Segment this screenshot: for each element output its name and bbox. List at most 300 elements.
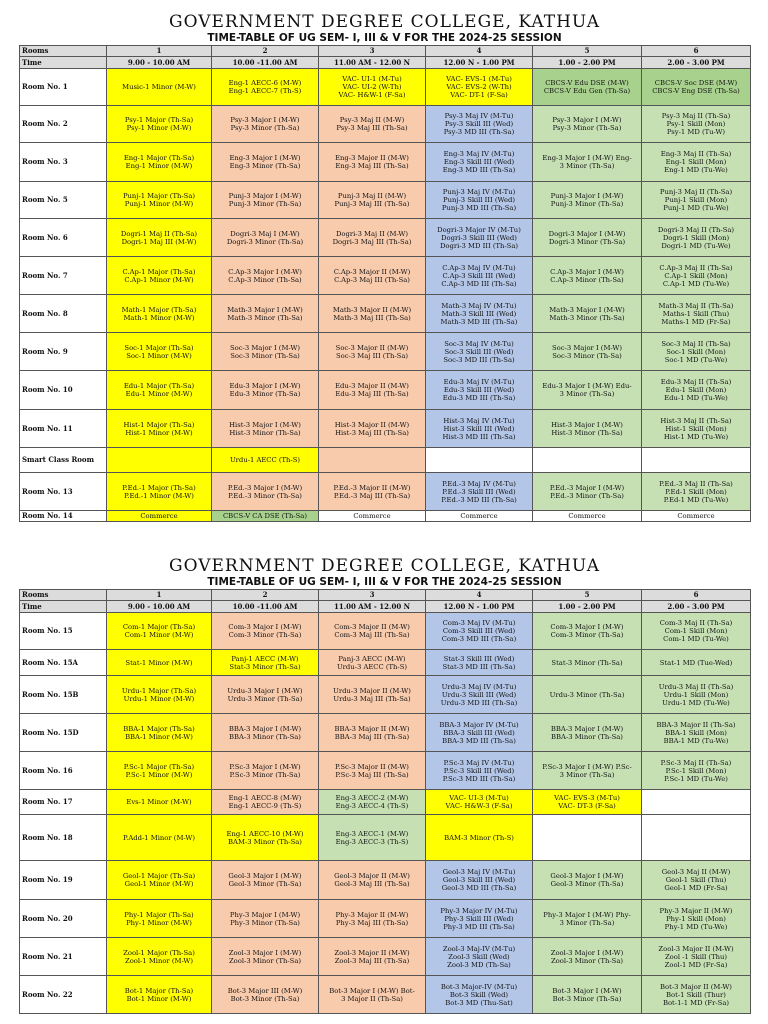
class-entry: 3 Minor (Th-Sa) [559, 918, 615, 927]
room-label: Room No. 15D [20, 714, 107, 752]
class-entry: C.Ap-3 Major I (M-W) [228, 267, 302, 276]
class-entry: Psy-3 Minor (Th-Sa) [230, 124, 300, 132]
table-row [20, 938, 751, 976]
header-row-time [20, 57, 751, 69]
class-cell [107, 333, 212, 371]
class-cell [107, 714, 212, 752]
class-entry: Punj-1 Skill (Mon) [664, 196, 728, 204]
class-entry: P.Sc-3 Major I (M-W) P.Sc- [542, 762, 632, 771]
room-label: Room No. 15A [20, 650, 107, 676]
table-row [20, 613, 751, 650]
class-entry: Phy-3 MD III (Th-Sa) [443, 922, 515, 931]
class-cell [319, 333, 426, 371]
class-entry: Bot-1 Minor (M-W) [126, 994, 192, 1003]
column-number: 5 [533, 46, 642, 57]
class-cell [642, 257, 751, 295]
class-entry: Bot-1 Major (Th-Sa) [124, 986, 194, 995]
class-cell [426, 861, 533, 900]
class-entry: CBCS-V Soc DSE (M-W) [654, 79, 738, 87]
class-cell [426, 815, 533, 861]
class-cell [642, 106, 751, 143]
class-entry: Bot-3 Minor (Th-Sa) [552, 994, 622, 1003]
class-cell [107, 900, 212, 938]
class-cell [642, 752, 751, 790]
class-entry: Com-1 MD (Tu-We) [663, 635, 729, 643]
header-row-time [20, 601, 751, 613]
class-entry: Soc-1 Major (Th-Sa) [124, 343, 194, 352]
class-entry: Eng-1 Minor (M-W) [125, 162, 193, 170]
class-entry: P.Ed.-3 Maj II (Th-Sa) [659, 479, 733, 488]
class-entry: Edu-1 MD (Tu-We) [664, 394, 728, 402]
class-cell [426, 143, 533, 182]
class-entry: Urdu-3 Minor (Th-Sa) [227, 694, 303, 703]
class-entry: Com-3 Major I (M-W) [550, 623, 624, 631]
class-entry: Hist-3 Skill III (Wed) [443, 424, 515, 433]
class-entry: Dogri-1 Skill (Mon) [662, 233, 730, 242]
time-slot: 11.00 AM - 12.00 N [319, 57, 426, 69]
class-cell [642, 182, 751, 219]
class-entry: P.Ed.-3 Maj III (Th-Sa) [333, 491, 411, 500]
class-entry: Hist-3 Major I (M-W) [551, 420, 623, 429]
class-entry: Psy-3 Maj IV (M-Tu) [444, 112, 514, 120]
class-entry: BBA-3 Major IV (M-Tu) [439, 720, 519, 729]
class-entry: P.Ed.-3 Minor (Th-Sa) [228, 491, 302, 500]
class-cell [642, 410, 751, 448]
class-entry: Punj-1 MD (Tu-We) [663, 204, 729, 212]
class-entry: Psy-3 Major I (M-W) [552, 116, 622, 124]
class-entry: Geol-3 Major II (M-W) [334, 872, 410, 880]
timetable-table [19, 589, 751, 1014]
class-entry: Edu-3 Maj II (Th-Sa) [660, 378, 732, 386]
class-entry: Soc-3 Skill III (Wed) [444, 347, 514, 356]
class-entry: Maths-1 Skill (Thu) [662, 309, 730, 318]
class-entry: Punj-3 Skill III (Wed) [443, 196, 515, 204]
time-slot: 11.00 AM - 12.00 N [319, 601, 426, 613]
time-label: Time [20, 57, 107, 69]
class-cell [533, 511, 642, 522]
class-entry: Stat-1 Minor (M-W) [125, 658, 193, 667]
class-entry: 3 Major II (Th-Sa) [341, 994, 403, 1003]
class-entry: Soc-3 Major I (M-W) [230, 343, 300, 352]
room-label: Room No. 15 [20, 613, 107, 650]
class-entry: Urdu-1 Skill (Mon) [663, 690, 729, 699]
class-entry: Soc-1 Skill (Mon) [666, 347, 726, 356]
time-slot: 12.00 N - 1.00 PM [426, 601, 533, 613]
table-row [20, 448, 751, 473]
class-cell [212, 69, 319, 106]
room-label: Room No. 20 [20, 900, 107, 938]
class-entry: Dogri-3 Maj III (Th-Sa) [332, 237, 412, 246]
class-entry: BBA-3 Skill III (Wed) [443, 728, 515, 737]
class-cell [642, 69, 751, 106]
class-cell [426, 976, 533, 1014]
class-entry: 3 Minor (Th-Sa) [559, 162, 615, 170]
class-entry: Dogri-3 Maj II (Th-Sa) [657, 225, 735, 234]
class-entry: Eng-3 Maj IV (M-Tu) [443, 150, 515, 158]
table-row [20, 371, 751, 410]
class-cell [533, 714, 642, 752]
class-entry: Hist-3 Major I (M-W) [229, 420, 301, 429]
class-entry: Punj-3 Minor (Th-Sa) [228, 200, 302, 208]
class-entry: C.Ap-3 Major I (M-W) [550, 267, 624, 276]
class-entry: C.Ap-1 Major (Th-Sa) [122, 267, 196, 276]
class-entry: Punj-3 Maj II (M-W) [337, 192, 407, 200]
class-entry: Geol-3 Major I (M-W) [228, 872, 302, 880]
time-slot: 1.00 - 2.00 PM [533, 57, 642, 69]
class-entry: Bot-3 Major I (M-W) [552, 986, 622, 995]
class-entry: P.Sc-3 Major II (M-W) [335, 762, 409, 771]
table-row [20, 650, 751, 676]
class-cell [212, 714, 319, 752]
class-entry: Stat-3 Skill III (Wed) [443, 654, 515, 663]
class-cell [319, 295, 426, 333]
class-entry: Eng-3 Maj II (Th-Sa) [660, 150, 732, 158]
class-cell [533, 106, 642, 143]
class-entry: Stat-3 Minor (Th-Sa) [551, 658, 623, 667]
class-entry: P.Sc-3 MD III (Th-Sa) [442, 774, 516, 783]
class-entry: Punj-3 MD III (Th-Sa) [441, 204, 517, 212]
class-entry: BAM-3 Minor (Th-Sa) [228, 837, 302, 846]
class-entry: Psy-3 Maj II (M-W) [339, 116, 405, 124]
class-entry: Soc-3 Maj IV (M-Tu) [444, 339, 514, 348]
class-cell [212, 815, 319, 861]
class-entry: CBCS-V Eng DSE (Th-Sa) [652, 87, 740, 95]
class-entry: P.Ed.-3 Skill III (Wed) [442, 487, 516, 496]
table-row [20, 511, 751, 522]
class-cell [533, 900, 642, 938]
class-entry: P.Ed.-3 Maj IV (M-Tu) [442, 479, 516, 488]
class-entry: Dogri-3 Skill III (Wed) [441, 233, 517, 242]
class-entry: Phy-3 Major IV (M-Tu) [440, 906, 518, 915]
class-entry: Urdu-3 Major II (M-W) [333, 686, 411, 695]
class-entry: Soc-3 Maj II (Th-Sa) [661, 339, 731, 348]
class-entry: C.Ap-1 MD (Tu-We) [662, 279, 730, 288]
class-entry: Geol-3 Maj III (Th-Sa) [334, 880, 410, 888]
class-cell [107, 861, 212, 900]
room-label: Smart Class Room [20, 448, 107, 473]
class-entry: Bot-3 MD (Thu-Sat) [445, 998, 513, 1007]
class-entry: Hist-3 Minor (Th-Sa) [229, 428, 301, 437]
room-label: Room No. 22 [20, 976, 107, 1014]
class-cell [107, 371, 212, 410]
class-entry: Psy-3 Maj II (Th-Sa) [661, 112, 731, 120]
class-entry: Zool-3 Major I (M-W) [228, 948, 302, 957]
class-cell [319, 219, 426, 257]
class-cell [426, 69, 533, 106]
class-entry: Music-1 Minor (M-W) [122, 83, 196, 91]
class-cell [212, 219, 319, 257]
class-entry: Dogri-3 MD III (Th-Sa) [439, 241, 519, 250]
class-entry: Urdu-3 Maj IV (M-Tu) [441, 682, 517, 691]
class-entry: Zool-3 Major II (M-W) [658, 944, 734, 953]
class-cell [212, 473, 319, 511]
time-slot: 12.00 N - 1.00 PM [426, 57, 533, 69]
class-entry: Urdu-3 Skill III (Wed) [441, 690, 517, 699]
class-entry: P.Ed.-3 Major II (M-W) [333, 483, 411, 492]
class-cell [212, 333, 319, 371]
class-cell [212, 371, 319, 410]
class-entry: C.Ap-3 Maj III (Th-Sa) [334, 275, 410, 284]
class-entry: Eng-3 Major I (M-W) Eng- [542, 154, 632, 162]
class-cell [642, 143, 751, 182]
class-entry: Geol-3 Minor (Th-Sa) [228, 880, 302, 888]
class-cell [533, 219, 642, 257]
column-number: 1 [107, 46, 212, 57]
class-entry: Edu-3 Major II (M-W) [335, 382, 409, 390]
class-entry: Edu-3 Minor (Th-Sa) [229, 390, 301, 398]
class-entry: Zool -1 Skill (Thu) [664, 952, 728, 961]
class-entry: Com-3 Skill III (Wed) [442, 627, 516, 635]
class-entry: Edu-3 Skill III (Wed) [443, 386, 515, 394]
class-entry: Eng-1 AECC-6 (M-W) [228, 79, 302, 87]
class-entry: Geol-3 Maj II (M-W) [661, 868, 731, 876]
class-cell [642, 295, 751, 333]
column-number: 5 [533, 590, 642, 601]
class-entry: Phy-3 Maj III (Th-Sa) [335, 918, 409, 927]
class-entry: P.Add-1 Minor (M-W) [123, 833, 195, 842]
class-cell [319, 815, 426, 861]
class-entry: Zool-3 Maj III (Th-Sa) [334, 956, 410, 965]
class-entry: Math-3 Major I (M-W) [549, 305, 625, 314]
class-entry: Bot-3 Major II (M-W) [660, 982, 732, 991]
class-entry: Zool-1 Minor (M-W) [124, 956, 194, 965]
table-row [20, 790, 751, 815]
class-cell [533, 182, 642, 219]
class-entry: Com-3 Minor (Th-Sa) [550, 631, 624, 639]
class-cell [426, 182, 533, 219]
class-entry: BBA-1 Major (Th-Sa) [123, 724, 195, 733]
class-cell [533, 815, 642, 861]
class-entry: Edu-3 Maj IV (M-Tu) [443, 378, 515, 386]
column-number: 3 [319, 590, 426, 601]
class-entry: Psy-3 Minor (Th-Sa) [552, 124, 622, 132]
class-entry: Stat-3 Minor (Th-Sa) [229, 662, 301, 671]
class-entry: BBA-3 Major I (M-W) [550, 724, 624, 733]
class-entry: Stat-3 MD III (Th-Sa) [442, 662, 516, 671]
class-cell [426, 511, 533, 522]
class-entry: Hist-3 Minor (Th-Sa) [551, 428, 623, 437]
column-number: 2 [212, 590, 319, 601]
class-entry: Soc-3 Major I (M-W) [552, 343, 622, 352]
class-entry: Phy-1 MD (Tu-We) [664, 922, 728, 931]
room-label: Room No. 7 [20, 257, 107, 295]
class-cell [107, 473, 212, 511]
class-entry: P.Sc-1 Skill (Mon) [665, 766, 727, 775]
class-entry: Zool-3 Skill (Wed) [448, 952, 510, 961]
class-entry: Math-3 MD III (Th-Sa) [440, 317, 518, 326]
class-entry: VAC- UI-2 (W-Th) [342, 83, 402, 91]
class-entry: Geol-1 Major (Th-Sa) [122, 872, 196, 880]
class-entry: Phy-1 Skill (Mon) [666, 914, 726, 923]
class-cell [319, 143, 426, 182]
column-number: 2 [212, 46, 319, 57]
class-entry: Psy-3 Maj III (Th-Sa) [336, 124, 408, 132]
class-cell [319, 106, 426, 143]
class-cell [107, 976, 212, 1014]
class-entry: C.Ap-3 Maj IV (M-Tu) [442, 263, 516, 272]
class-entry: P.Ed.-3 Major I (M-W) [549, 483, 625, 492]
timetable-subtitle: TIME-TABLE OF UG SEM- I, III & V FOR THE 2024-25 SESSION [207, 32, 562, 44]
class-entry: Com-3 Maj III (Th-Sa) [334, 631, 410, 639]
class-cell [212, 900, 319, 938]
time-slot: 2.00 - 3.00 PM [642, 57, 751, 69]
class-cell [212, 861, 319, 900]
class-entry: Edu-1 Major (Th-Sa) [123, 382, 195, 390]
class-entry: Eng-1 Skill (Mon) [665, 158, 727, 166]
class-entry: Phy-3 Major II (M-W) [335, 910, 409, 919]
class-cell [642, 333, 751, 371]
class-cell [212, 448, 319, 473]
time-slot: 9.00 - 10.00 AM [107, 601, 212, 613]
class-entry: 3 Minor (Th-Sa) [559, 770, 615, 779]
class-entry: P.Sc-3 Major I (M-W) [229, 762, 301, 771]
class-cell [319, 900, 426, 938]
class-cell [533, 448, 642, 473]
class-cell [319, 257, 426, 295]
class-entry: Zool-3 MD (Th-Sa) [447, 960, 511, 969]
column-number: 4 [426, 590, 533, 601]
class-entry: Bot-3 Major-IV (M-Tu) [440, 982, 518, 991]
class-cell [107, 676, 212, 714]
class-entry: Com-1 Major (Th-Sa) [122, 623, 196, 631]
class-entry: Psy-1 Major (Th-Sa) [124, 116, 194, 124]
class-entry: Zool-3 Minor (Th-Sa) [550, 956, 624, 965]
class-entry: Urdu-3 AECC (Th-S) [336, 662, 408, 671]
class-cell [426, 219, 533, 257]
class-cell [212, 676, 319, 714]
class-cell [533, 676, 642, 714]
class-cell [319, 650, 426, 676]
class-entry: BBA-3 Major I (M-W) [228, 724, 302, 733]
class-entry: Eng-3 Maj III (Th-Sa) [335, 162, 409, 170]
header-row-rooms [20, 590, 751, 601]
class-entry: P.Sc-1 MD (Tu-We) [664, 774, 728, 783]
class-entry: Commerce [677, 512, 715, 520]
class-entry: 3 Minor (Th-Sa) [559, 390, 615, 398]
room-label: Room No. 5 [20, 182, 107, 219]
class-entry: Urdu-1 Major (Th-Sa) [121, 686, 197, 695]
class-entry: Eng-3 AECC-4 (Th-S) [335, 802, 409, 810]
column-number: 6 [642, 46, 751, 57]
class-entry: C.Ap-1 Minor (M-W) [124, 275, 194, 284]
class-entry: Psy-3 MD III (Th-Sa) [443, 128, 515, 136]
column-number: 1 [107, 590, 212, 601]
class-entry: Geol-3 Major I (M-W) [550, 872, 624, 880]
class-cell [107, 448, 212, 473]
class-entry: Urdu-1 AECC (Th-S) [229, 456, 301, 464]
timetable-sheet-1 [19, 12, 750, 522]
class-entry: Commerce [353, 512, 391, 520]
class-entry: Maths-1 MD (Fr-Sa) [661, 317, 731, 326]
class-entry: Math-3 Maj III (Th-Sa) [333, 313, 411, 322]
time-slot: 2.00 - 3.00 PM [642, 601, 751, 613]
class-cell [212, 976, 319, 1014]
class-cell [533, 257, 642, 295]
class-entry: BBA-1 MD (Tu-We) [663, 736, 729, 745]
class-entry: BAM-3 Minor (Th-S) [444, 833, 514, 842]
class-cell [319, 613, 426, 650]
class-cell [426, 448, 533, 473]
room-label: Room No. 14 [20, 511, 107, 522]
class-cell [642, 613, 751, 650]
class-entry: Com-1 Minor (M-W) [124, 631, 194, 639]
class-entry: C.Ap-1 Skill (Mon) [664, 271, 728, 280]
class-entry: P.Sc-1 Minor (M-W) [125, 770, 193, 779]
class-entry: VAC- H&W-1 (F-Sa) [338, 91, 406, 99]
class-entry: Punj-3 Maj II (Th-Sa) [659, 188, 733, 196]
class-cell [319, 448, 426, 473]
class-cell [642, 900, 751, 938]
class-cell [212, 182, 319, 219]
class-entry: VAC- EVS-3 (M-Tu) [554, 794, 620, 802]
class-cell [533, 371, 642, 410]
room-label: Room No. 2 [20, 106, 107, 143]
room-label: Room No. 6 [20, 219, 107, 257]
college-title: GOVERNMENT DEGREE COLLEGE, KATHUA [169, 556, 600, 576]
class-entry: Soc-3 Major II (M-W) [335, 343, 409, 352]
class-entry: Bot-3 Skill (Wed) [449, 990, 509, 999]
class-cell [107, 511, 212, 522]
class-entry: Edu-1 Skill (Mon) [665, 386, 727, 394]
class-entry: VAC- DT-3 (F-Sa) [558, 802, 616, 810]
room-label: Room No. 10 [20, 371, 107, 410]
time-slot: 10.00 -11.00 AM [212, 57, 319, 69]
class-cell [319, 371, 426, 410]
class-entry: P.Ed.-3 Major I (M-W) [227, 483, 303, 492]
class-entry: Bot-1-1 MD (Fr-Sa) [662, 998, 730, 1007]
room-label: Room No. 8 [20, 295, 107, 333]
class-entry: Dogri-3 Major I (M-W) [548, 229, 626, 238]
class-entry: Hist-3 Major II (M-W) [334, 420, 410, 429]
class-entry: P.Sc-3 Skill III (Wed) [443, 766, 515, 775]
class-cell [533, 861, 642, 900]
class-entry: Geol-1 Skill (Thu) [665, 876, 727, 884]
class-cell [642, 976, 751, 1014]
class-cell [426, 333, 533, 371]
class-cell [426, 650, 533, 676]
class-entry: Dogri-3 Minor (Th-Sa) [548, 237, 626, 246]
class-entry: C.Ap-3 Minor (Th-Sa) [550, 275, 624, 284]
table-row [20, 69, 751, 106]
class-cell [642, 448, 751, 473]
time-slot: 1.00 - 2.00 PM [533, 601, 642, 613]
table-row [20, 219, 751, 257]
class-cell [533, 473, 642, 511]
room-label: Room No. 16 [20, 752, 107, 790]
class-entry: Hist-3 Maj III (Th-Sa) [335, 428, 409, 437]
class-entry: Punj-3 Major I (M-W) [550, 192, 624, 200]
class-entry: Bot-3 Major I (M-W) Bot- [329, 986, 415, 995]
class-entry: P.Sc-3 Maj IV (M-Tu) [443, 758, 515, 767]
table-row [20, 900, 751, 938]
class-entry: Com-3 Maj II (Th-Sa) [659, 619, 733, 627]
class-entry: Bot-1 Skill (Thur) [666, 990, 726, 999]
class-entry: BBA-3 MD III (Th-Sa) [442, 736, 516, 745]
table-row [20, 295, 751, 333]
class-entry: Com-3 Major II (M-W) [334, 623, 410, 631]
class-entry: Hist-1 Skill (Mon) [665, 424, 727, 433]
class-entry: Punj-3 Minor (Th-Sa) [550, 200, 624, 208]
class-entry: Dogri-1 MD (Tu-We) [661, 241, 731, 250]
class-entry: C.Ap-3 MD III (Th-Sa) [441, 279, 517, 288]
class-entry: Soc-1 Minor (M-W) [126, 351, 192, 360]
class-entry: Com-3 Maj IV (M-Tu) [442, 619, 516, 627]
class-entry: Soc-3 Minor (Th-Sa) [230, 351, 300, 360]
class-cell [212, 257, 319, 295]
table-row [20, 182, 751, 219]
class-cell [533, 938, 642, 976]
class-cell [533, 613, 642, 650]
